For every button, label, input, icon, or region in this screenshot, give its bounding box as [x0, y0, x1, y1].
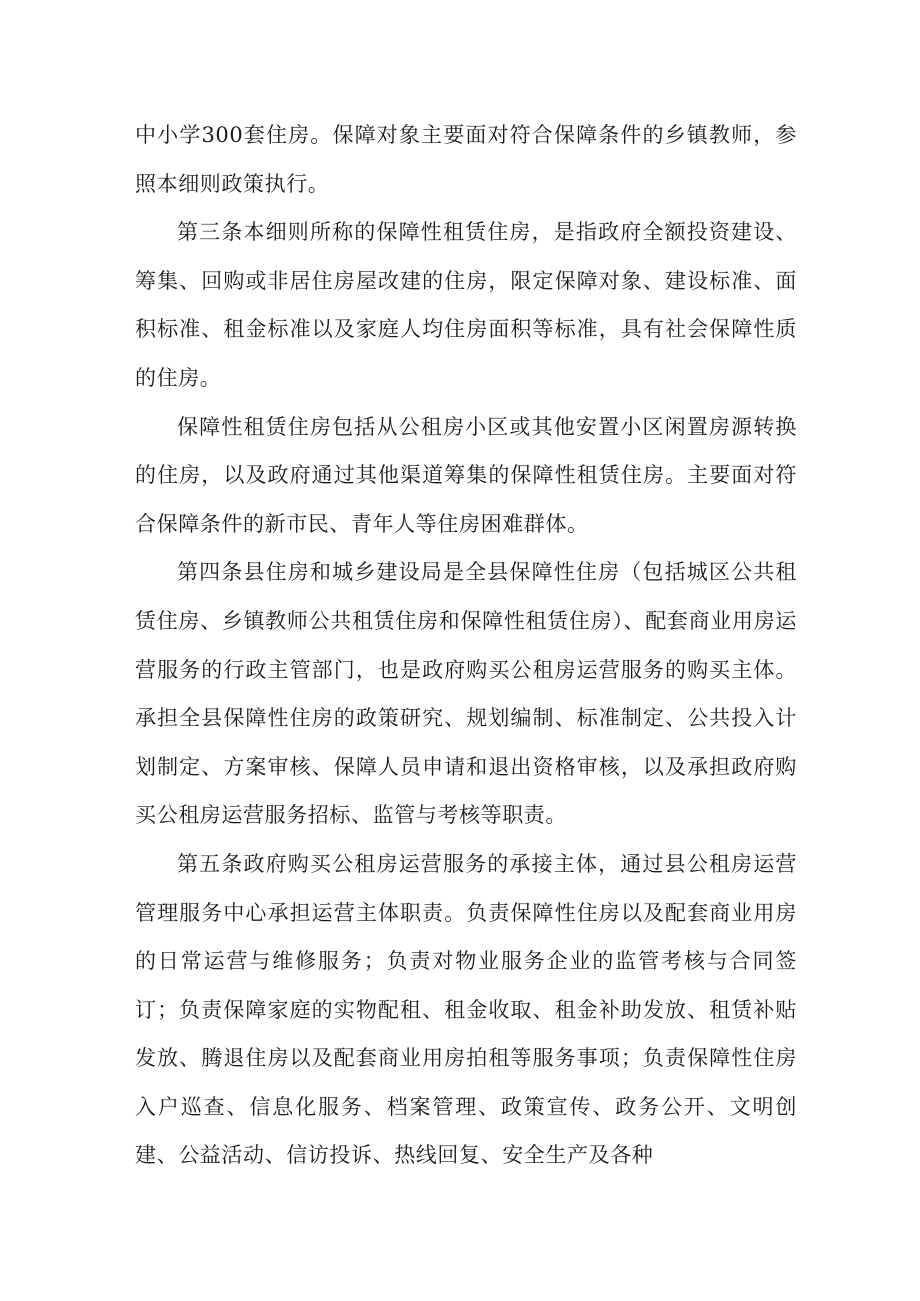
- paragraph-article-5: 第五条政府购买公租房运营服务的承接主体，通过县公租房运营管理服务中心承担运营主体职责。负责保障性住房以及配套商业用房的日常运营与维修服务；负责对物业服务企业的监管考核与合同签订；负责保障家庭的实物配租、租金收取、租金补助发放、租赁补贴发放、腾退住房以及配套商业用房拍租等服务事项；负责保障性住房入户巡查、信息化服务、档案管理、政策宣传、政务公开、文明创建、公益活动、信访投诉、热线回复、安全生产及各种: [135, 851, 797, 1168]
- paragraph-article-4: 第四条县住房和城乡建设局是全县保障性住房（包括城区公共租赁住房、乡镇教师公共租赁住房和保障性租赁住房）、配套商业用房运营服务的行政主管部门，也是政府购买公租房运营服务的购买主体。承担全县保障性住房的政策研究、规划编制、标准制定、公共投入计划制定、方案审核、保障人员申请和退出资格审核，以及承担政府购买公租房运营服务招标、监管与考核等职责。: [135, 560, 797, 828]
- paragraph-continuation: 中小学300套住房。保障对象主要面对符合保障条件的乡镇教师，参照本细则政策执行。: [135, 123, 797, 196]
- paragraph-article-3: 第三条本细则所称的保障性租赁住房，是指政府全额投资建设、筹集、回购或非居住房屋改建的住房，限定保障对象、建设标准、面积标准、租金标准以及家庭人均住房面积等标准，具有社会保障性质的住房。: [135, 220, 797, 390]
- paragraph-rental-housing-scope: 保障性租赁住房包括从公租房小区或其他安置小区闲置房源转换的住房，以及政府通过其他渠道筹集的保障性租赁住房。主要面对符合保障条件的新市民、青年人等住房困难群体。: [135, 414, 797, 536]
- document-body: [135, 111, 797, 1180]
